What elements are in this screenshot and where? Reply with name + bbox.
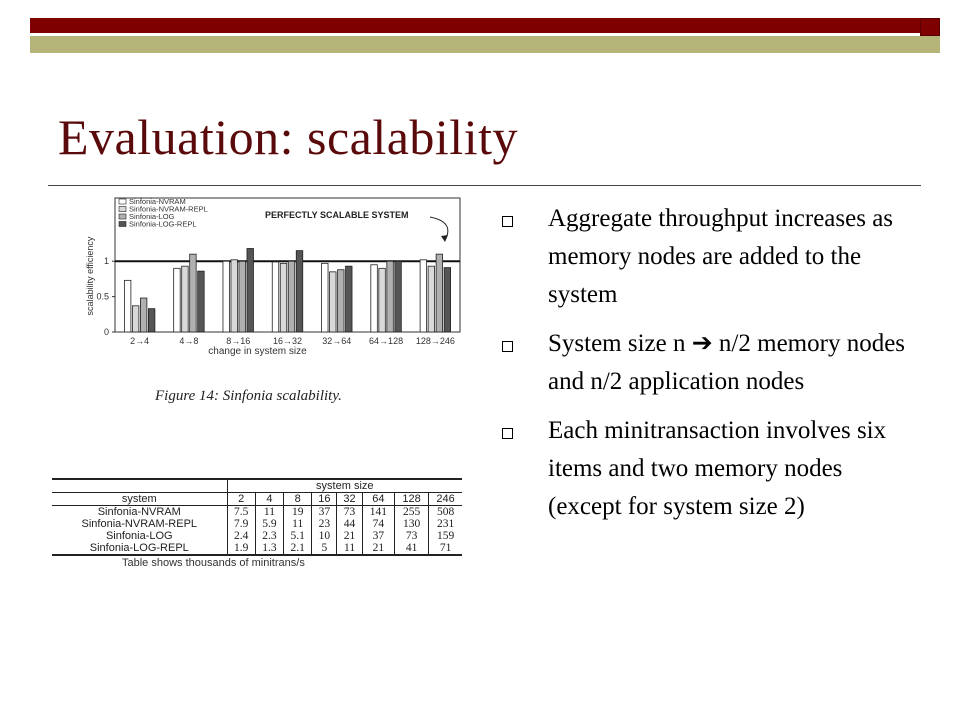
table-cell: 21 bbox=[337, 530, 362, 542]
table-size-header: 4 bbox=[255, 493, 283, 506]
table-note: Table shows thousands of minitrans/s bbox=[122, 557, 305, 569]
table-cell: 37 bbox=[312, 506, 337, 519]
bar bbox=[371, 265, 378, 332]
bar bbox=[322, 263, 329, 332]
table-cell: 11 bbox=[255, 506, 283, 519]
bullet-item bbox=[498, 325, 908, 401]
bullet-text: System size n ➔ n/2 memory nodes and n/2 application nodes bbox=[548, 330, 906, 395]
table-cell: 5.9 bbox=[255, 518, 283, 530]
x-axis-label: change in system size bbox=[208, 346, 307, 357]
table-cell: 5 bbox=[312, 542, 337, 555]
bullet-text: Aggregate throughput increases as memory nodes are added to the system bbox=[548, 205, 894, 308]
table-cell: 10 bbox=[312, 530, 337, 542]
bar bbox=[280, 263, 287, 332]
bullet-item bbox=[498, 412, 908, 526]
legend-label: Sinfonia-NVRAM-REPL bbox=[129, 204, 208, 214]
table-size-header: 128 bbox=[395, 493, 429, 506]
table-cell: 231 bbox=[436, 518, 455, 530]
bar bbox=[247, 248, 254, 332]
table-size-header: 64 bbox=[362, 493, 394, 506]
bar bbox=[124, 280, 131, 332]
table-cell: 2.3 bbox=[255, 530, 283, 542]
x-tick-label: 4→8 bbox=[179, 336, 199, 346]
square-bullet-icon bbox=[502, 216, 513, 227]
bar bbox=[395, 261, 402, 332]
table-cell: 41 bbox=[395, 542, 429, 555]
legend-label: Sinfonia-NVRAM bbox=[129, 197, 186, 206]
throughput-table bbox=[52, 478, 462, 569]
bar bbox=[148, 309, 155, 332]
bar bbox=[223, 261, 230, 332]
bullet-text: Each minitransaction involves six items and two memory nodes (except for system size 2) bbox=[548, 417, 887, 520]
table-row-label: Sinfonia-NVRAM bbox=[52, 506, 227, 519]
bar bbox=[140, 298, 147, 332]
table-size-header: 246 bbox=[429, 493, 462, 506]
header-band-bottom bbox=[30, 36, 920, 53]
table-size-header: 16 bbox=[312, 493, 337, 506]
bar bbox=[288, 261, 295, 332]
y-axis-label: scalability efficiency bbox=[85, 236, 95, 316]
title-divider bbox=[48, 185, 921, 186]
bar bbox=[379, 268, 386, 332]
table-cell: 2.4 bbox=[227, 530, 255, 542]
table-cell: 508 bbox=[429, 506, 462, 519]
y-tick-label: 0 bbox=[103, 327, 109, 337]
x-tick-label: 8→16 bbox=[226, 336, 251, 346]
table-cell: 141 bbox=[362, 506, 394, 519]
bar bbox=[387, 261, 394, 332]
bar bbox=[198, 271, 205, 332]
annotation-label: PERFECTLY SCALABLE SYSTEM bbox=[265, 210, 409, 220]
table-cell: 73 bbox=[395, 530, 429, 542]
bar bbox=[174, 268, 181, 332]
table-cell: 1.3 bbox=[255, 542, 283, 555]
table-cell: 73 bbox=[337, 506, 362, 519]
bar bbox=[182, 266, 189, 332]
bar bbox=[239, 261, 246, 332]
bullet-list bbox=[498, 200, 908, 537]
bar bbox=[132, 306, 139, 332]
chart-svg bbox=[70, 192, 480, 392]
bullet-item bbox=[498, 200, 908, 314]
bar bbox=[190, 254, 197, 332]
table-cell: 7.5 bbox=[227, 506, 255, 519]
table-cell: 71 bbox=[429, 542, 462, 555]
scalability-chart bbox=[70, 192, 480, 412]
annotation-arrowhead bbox=[441, 235, 448, 242]
table-cell: 21 bbox=[362, 542, 394, 555]
legend-swatch bbox=[119, 214, 126, 219]
table-cell: 37 bbox=[362, 530, 394, 542]
x-tick-label: 64→128 bbox=[369, 336, 404, 346]
bar bbox=[272, 262, 279, 332]
x-tick-label: 16→32 bbox=[272, 336, 303, 346]
table-cell: 7.9 bbox=[227, 518, 255, 530]
bar bbox=[436, 254, 443, 332]
table-cell: 19 bbox=[284, 506, 312, 519]
table-cell: 44 bbox=[337, 518, 362, 530]
x-tick-label: 32→64 bbox=[322, 336, 352, 346]
y-tick-label: 0.5 bbox=[96, 291, 109, 302]
legend-swatch bbox=[119, 222, 126, 227]
corner-block-bottom bbox=[920, 36, 940, 53]
table-cell: 2.1 bbox=[284, 542, 312, 555]
bar bbox=[338, 270, 345, 332]
legend-swatch bbox=[119, 199, 126, 204]
square-bullet-icon bbox=[502, 341, 513, 352]
table-size-header: 2 bbox=[227, 493, 255, 506]
x-tick-label: 128→246 bbox=[415, 336, 455, 346]
x-tick-label: 2→4 bbox=[130, 336, 150, 346]
table-cell: 255 bbox=[395, 506, 429, 519]
table-header-system: system bbox=[52, 493, 227, 506]
table-row bbox=[52, 530, 462, 542]
table-cell: 74 bbox=[362, 518, 394, 530]
y-tick-label: 1 bbox=[103, 256, 109, 267]
figure-caption: Figure 14: Sinfonia scalability. bbox=[155, 388, 342, 404]
legend-label: Sinfonia-LOG bbox=[129, 212, 175, 221]
bar bbox=[420, 260, 427, 332]
table-cell: 130 bbox=[395, 518, 429, 530]
table-row bbox=[52, 506, 462, 519]
legend-label: Sinfonia-LOG-REPL bbox=[129, 219, 197, 229]
bar bbox=[346, 266, 353, 332]
square-bullet-icon bbox=[502, 428, 513, 439]
slide-title: Evaluation: scalability bbox=[58, 109, 518, 165]
table-row bbox=[52, 542, 462, 555]
table-size-header: 8 bbox=[284, 493, 312, 506]
table-row-label: Sinfonia-NVRAM-REPL bbox=[52, 518, 227, 530]
bar bbox=[231, 260, 238, 332]
table-cell: 11 bbox=[284, 518, 312, 530]
corner-block-top bbox=[920, 18, 940, 36]
bar bbox=[444, 268, 451, 332]
table-row-label: Sinfonia-LOG-REPL bbox=[52, 542, 227, 555]
table-cell: 1.9 bbox=[227, 542, 255, 555]
table-cell: 11 bbox=[337, 542, 362, 555]
table-size-header: 32 bbox=[337, 493, 362, 506]
bar bbox=[296, 251, 303, 332]
table-cell: 23 bbox=[312, 518, 337, 530]
table-cell: 5.1 bbox=[284, 530, 312, 542]
table-cell: 159 bbox=[436, 530, 455, 542]
table-row bbox=[52, 518, 462, 530]
throughput-table-grid bbox=[52, 478, 462, 556]
bar bbox=[330, 272, 337, 332]
table-corner bbox=[52, 479, 227, 493]
legend-swatch bbox=[119, 207, 126, 212]
table-header-size: system size bbox=[227, 479, 462, 493]
table-row-label: Sinfonia-LOG bbox=[52, 530, 227, 542]
bar bbox=[428, 266, 435, 332]
